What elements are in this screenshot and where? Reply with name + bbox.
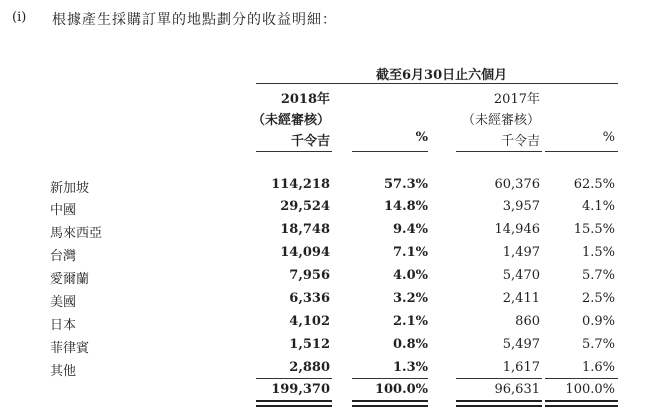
pct-2017: 5.7%: [581, 337, 615, 352]
row-label: 台灣: [50, 249, 77, 264]
value-2018: 2,880: [289, 360, 330, 375]
subtotal-line-2017-value: [456, 378, 542, 379]
total-pct-2017: 100.0%: [565, 382, 615, 397]
year-2018-header: 2018年: [280, 92, 330, 107]
value-2018: 18,748: [280, 222, 330, 237]
value-2018: 4,102: [289, 314, 330, 329]
audit-2018-header: （未經審核）: [251, 113, 330, 128]
value-2017: 60,376: [494, 177, 540, 192]
subtotal-line-2017-pct: [545, 378, 618, 379]
value-2017: 1,617: [502, 360, 540, 375]
pct-2017: 15.5%: [573, 222, 615, 237]
subtotal-line-2018-value: [256, 378, 332, 379]
value-2017: 5,497: [502, 337, 540, 352]
header-underline-2017-value: [456, 151, 542, 152]
heading-text: 根據產生採購訂單的地點劃分的收益明細：: [52, 12, 337, 28]
pct-2018: 9.4%: [393, 222, 428, 237]
row-label: 中國: [50, 203, 77, 218]
double-line-2017-value: [456, 400, 542, 407]
pct-2018-header: %: [415, 130, 428, 145]
unit-2017-header: 千令吉: [500, 134, 540, 149]
pct-2017: 0.9%: [581, 314, 615, 329]
total-pct-2018: 100.0%: [374, 382, 428, 397]
pct-2017: 1.6%: [581, 360, 615, 375]
double-line-2017-pct: [545, 400, 618, 407]
pct-2017: 4.1%: [581, 199, 615, 214]
value-2017: 2,411: [502, 291, 540, 306]
subtotal-line-2018-pct: [352, 378, 428, 379]
row-label: 菲律賓: [50, 341, 90, 356]
unit-2018-header: 千令吉: [290, 134, 330, 149]
value-2018: 1,512: [289, 337, 330, 352]
pct-2017: 2.5%: [581, 291, 615, 306]
pct-2017: 1.5%: [581, 245, 615, 260]
header-underline-2018-pct: [352, 151, 428, 152]
double-line-2018-value: [256, 400, 332, 407]
value-2018: 7,956: [289, 268, 330, 283]
pct-2018: 4.0%: [393, 268, 428, 283]
value-2018: 29,524: [280, 199, 330, 214]
row-label: 日本: [50, 318, 77, 333]
pct-2017-header: %: [602, 130, 615, 145]
pct-2018: 14.8%: [383, 199, 428, 214]
total-value-2017: 96,631: [494, 382, 540, 397]
period-underline: [256, 83, 618, 84]
row-label: 愛爾蘭: [50, 272, 90, 287]
pct-2018: 2.1%: [393, 314, 428, 329]
header-underline-2017-pct: [545, 151, 618, 152]
value-2018: 114,218: [271, 177, 330, 192]
header-underline-2018-value: [256, 151, 332, 152]
value-2017: 860: [515, 314, 540, 329]
pct-2018: 3.2%: [393, 291, 428, 306]
pct-2018: 7.1%: [393, 245, 428, 260]
double-line-2018-pct: [352, 400, 428, 407]
value-2018: 6,336: [289, 291, 330, 306]
row-label: 馬來西亞: [50, 226, 103, 241]
value-2018: 14,094: [280, 245, 330, 260]
pct-2018: 1.3%: [393, 360, 428, 375]
value-2017: 3,957: [502, 199, 540, 214]
period-header: 截至6月30日止六個月: [376, 68, 508, 83]
pct-2017: 62.5%: [573, 177, 615, 192]
heading-marker: (i): [12, 10, 27, 25]
audit-2017-header: （未經審核）: [461, 113, 540, 128]
pct-2017: 5.7%: [581, 268, 615, 283]
row-label: 新加坡: [50, 181, 90, 196]
value-2017: 1,497: [502, 245, 540, 260]
pct-2018: 0.8%: [393, 337, 428, 352]
value-2017: 14,946: [494, 222, 540, 237]
value-2017: 5,470: [502, 268, 540, 283]
total-value-2018: 199,370: [271, 382, 330, 397]
row-label: 其他: [50, 364, 77, 379]
row-label: 美國: [50, 295, 77, 310]
pct-2018: 57.3%: [383, 177, 428, 192]
year-2017-header: 2017年: [493, 92, 540, 107]
